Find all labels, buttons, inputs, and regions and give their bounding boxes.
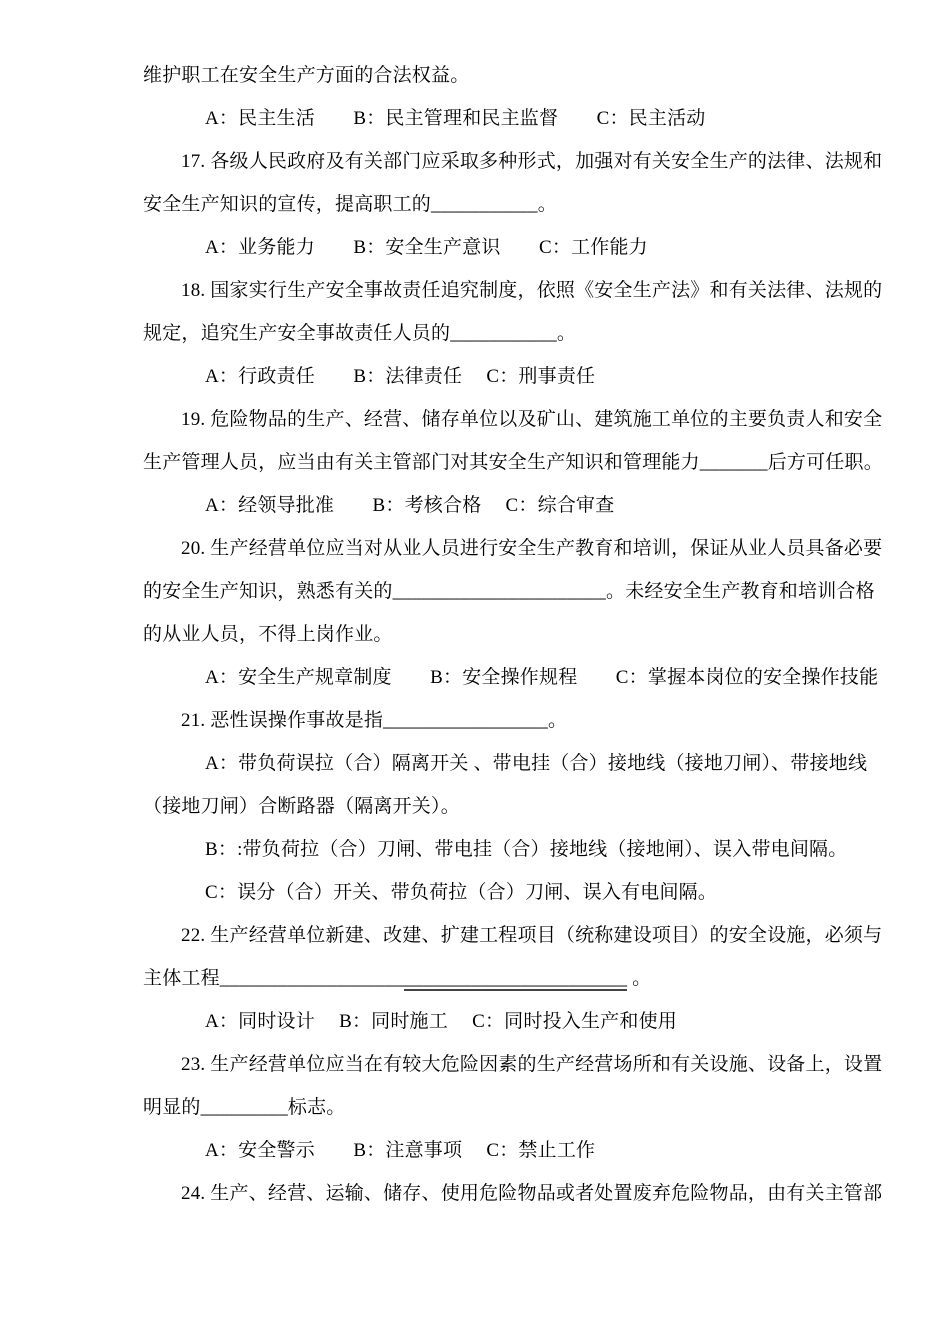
text-segment: 24. 生产、经营、运输、储存、使用危险物品或者处置废弃危险物品，由有关主管部 [181,1183,883,1204]
text-segment: 22. 生产经营单位新建、改建、扩建工程项目（统称建设项目）的安全设施，必须与 [181,925,883,946]
text-segment: A：业务能力 B：安全生产意识 C：工作能力 [205,237,648,258]
text-segment: B：:带负荷拉（合）刀闸、带电挂（合）接地线（接地闸）、误入带电间隔。 [205,839,848,860]
text-segment: 规定，追究生产安全事故责任人员的___________。 [143,323,577,344]
text-segment: C：误分（合）开关、带负荷拉（合）刀闸、误入有电间隔。 [205,882,718,903]
text-line [0,527,950,570]
text-segment: A：同时设计 B：同时施工 C：同时投入生产和使用 [205,1011,677,1032]
text-segment: A：带负荷误拉（合）隔离开关 、带电挂（合）接地线（接地刀闸）、带接地线 [205,753,868,774]
text-line [0,54,950,97]
text-line [0,312,950,355]
text-line [0,97,950,140]
text-line [0,484,950,527]
text-line [0,269,950,312]
text-line [0,398,950,441]
text-segment: 18. 国家实行生产安全事故责任追究制度，依照《安全生产法》和有关法律、法规的 [181,280,883,301]
text-segment: 23. 生产经营单位应当在有较大危险因素的生产经营场所和有关设施、设备上，设置 [181,1054,883,1075]
text-line [0,914,950,957]
text-line [0,656,950,699]
text-line [0,1086,950,1129]
text-segment: 19. 危险物品的生产、经营、储存单位以及矿山、建筑施工单位的主要负责人和安全 [181,409,883,430]
text-line [0,1172,950,1215]
text-line [0,785,950,828]
text-line [0,183,950,226]
text-line [0,1043,950,1086]
text-segment: 17. 各级人民政府及有关部门应采取多种形式，加强对有关安全生产的法律、法规和 [181,151,883,172]
text-line [0,1129,950,1172]
text-line [0,699,950,742]
text-segment: 。 [627,968,652,989]
text-segment: 明显的_________标志。 [143,1097,346,1118]
text-line [0,570,950,613]
text-segment: A：民主生活 B：民主管理和民主监督 C：民主活动 [205,108,706,129]
text-line [0,1000,950,1043]
text-line [0,355,950,398]
text-segment: 的安全生产知识，熟悉有关的______________________。未经安全生产教育和培训合格 [143,581,875,602]
text-segment: 主体工程___________________ [143,968,405,989]
text-segment: A：经领导批准 B：考核合格 C：综合审查 [205,495,615,516]
text-line [0,226,950,269]
text-segment: 20. 生产经营单位应当对从业人员进行安全生产教育和培训，保证从业人员具备必要 [181,538,883,559]
text-segment: 的从业人员，不得上岗作业。 [143,624,393,645]
text-segment: 21. 恶性误操作事故是指_________________。 [181,710,568,731]
text-segment: 安全生产知识的宣传，提高职工的___________。 [143,194,557,215]
text-line [0,957,950,1000]
text-segment: A：安全生产规章制度 B：安全操作规程 C：掌握本岗位的安全操作技能 [205,667,879,688]
text-segment: （接地刀闸）合断路器（隔离开关）。 [143,796,460,817]
text-segment: A：安全警示 B：注意事项 C：禁止工作 [205,1140,596,1161]
document-page [0,54,950,1215]
text-segment: 维护职工在安全生产方面的合法权益。 [143,65,470,86]
text-line [0,441,950,484]
text-line [0,613,950,656]
blank-double-underline: _______________________ [404,968,628,989]
text-line [0,828,950,871]
text-line [0,742,950,785]
text-segment: 生产管理人员，应当由有关主管部门对其安全生产知识和管理能力_______后方可任职。 [143,452,883,473]
text-segment: A：行政责任 B：法律责任 C：刑事责任 [205,366,596,387]
text-line [0,871,950,914]
text-line [0,140,950,183]
